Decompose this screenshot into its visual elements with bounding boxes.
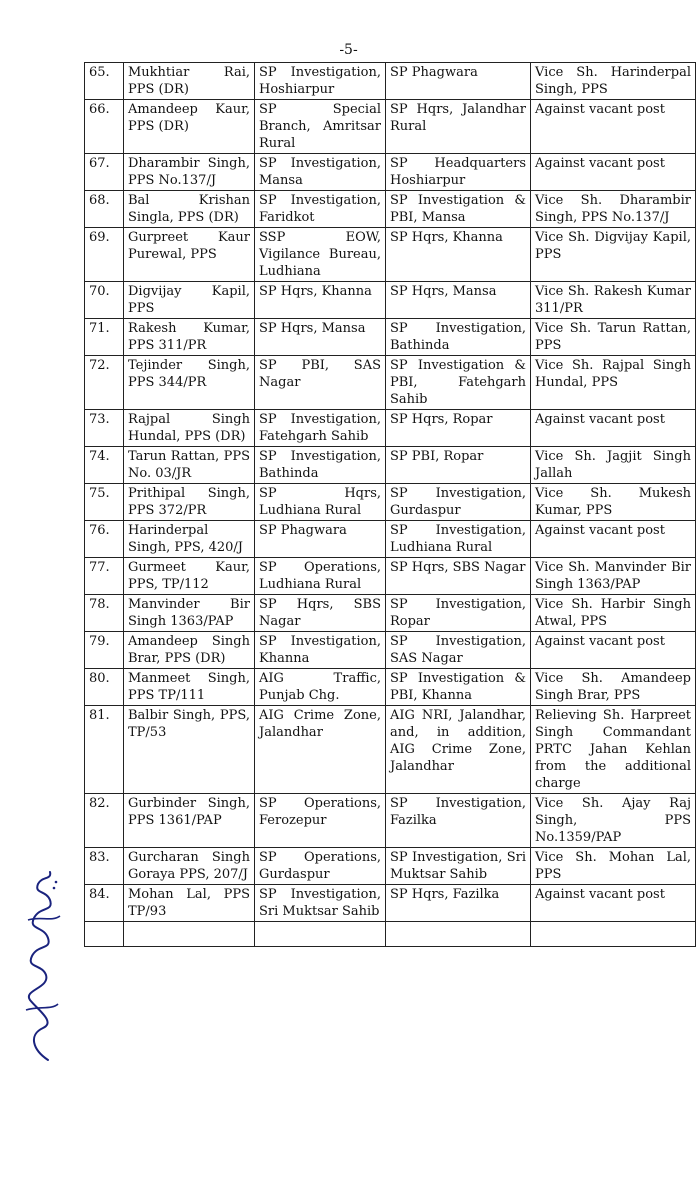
new-posting-cell: SP Headquarters Hoshiarpur [386,154,531,191]
present-posting-cell: SP Investigation, Fatehgarh Sahib [255,410,386,447]
present-posting-cell: SP Investigation, Khanna [255,632,386,669]
present-posting-cell: SP Investigation, Hoshiarpur [255,63,386,100]
officer-name-cell: Digvijay Kapil, PPS [124,282,255,319]
new-posting-cell: SP Investigation, Bathinda [386,319,531,356]
new-posting-cell: SP Investigation, Gurdaspur [386,484,531,521]
serial-number-cell: 78. [85,595,124,632]
officer-name-cell: Manmeet Singh, PPS TP/111 [124,669,255,706]
table-row [85,319,696,356]
remarks-cell: Against vacant post [531,154,696,191]
serial-number-cell: 82. [85,794,124,848]
table-row [85,63,696,100]
present-posting-cell: SP Operations, Ferozepur [255,794,386,848]
serial-number-cell: 65. [85,63,124,100]
present-posting-cell: SP Phagwara [255,521,386,558]
serial-number-cell: 67. [85,154,124,191]
remarks-cell: Vice Sh. Amandeep Singh Brar, PPS [531,669,696,706]
transfer-table-body [85,63,696,947]
table-row [85,669,696,706]
new-posting-cell: SP Investigation, Ropar [386,595,531,632]
table-row [85,521,696,558]
present-posting-cell: SP Operations, Gurdaspur [255,848,386,885]
table-row [85,558,696,595]
remarks-cell: Vice Sh. Digvijay Kapil, PPS [531,228,696,282]
remarks-cell: Against vacant post [531,632,696,669]
serial-number-cell: 71. [85,319,124,356]
page-number: -5- [339,42,358,58]
present-posting-cell: AIG Traffic, Punjab Chg. [255,669,386,706]
officer-name-cell: Amandeep Singh Brar, PPS (DR) [124,632,255,669]
new-posting-cell: SP Hqrs, Mansa [386,282,531,319]
serial-number-cell: 70. [85,282,124,319]
officer-name-cell: Mohan Lal, PPS TP/93 [124,885,255,922]
present-posting-cell: SSP EOW, Vigilance Bureau, Ludhiana [255,228,386,282]
table-row [85,885,696,922]
present-posting-cell: SP Hqrs, Mansa [255,319,386,356]
remarks-cell: Vice Sh. Jagjit Singh Jallah [531,447,696,484]
new-posting-cell: SP Investigation, Ludhiana Rural [386,521,531,558]
table-row [85,632,696,669]
serial-number-cell: 84. [85,885,124,922]
remarks-cell: Vice Sh. Mukesh Kumar, PPS [531,484,696,521]
present-posting-cell: SP Investigation, Bathinda [255,447,386,484]
officer-name-cell: Gurpreet Kaur Purewal, PPS [124,228,255,282]
empty-cell [255,922,386,947]
officer-name-cell: Rajpal Singh Hundal, PPS (DR) [124,410,255,447]
present-posting-cell: SP Special Branch, Amritsar Rural [255,100,386,154]
officer-name-cell: Mukhtiar Rai, PPS (DR) [124,63,255,100]
present-posting-cell: SP Hqrs, SBS Nagar [255,595,386,632]
present-posting-cell: SP Operations, Ludhiana Rural [255,558,386,595]
serial-number-cell: 81. [85,706,124,794]
new-posting-cell: SP Hqrs, SBS Nagar [386,558,531,595]
new-posting-cell: SP Investigation & PBI, Mansa [386,191,531,228]
empty-row [85,922,696,947]
remarks-cell: Vice Sh. Tarun Rattan, PPS [531,319,696,356]
present-posting-cell: SP Hqrs, Khanna [255,282,386,319]
remarks-cell: Against vacant post [531,100,696,154]
remarks-cell: Vice Sh. Manvinder Bir Singh 1363/PAP [531,558,696,595]
serial-number-cell: 68. [85,191,124,228]
new-posting-cell: SP Hqrs, Fazilka [386,885,531,922]
officer-name-cell: Tejinder Singh, PPS 344/PR [124,356,255,410]
remarks-cell: Vice Sh. Rakesh Kumar 311/PR [531,282,696,319]
remarks-cell: Vice Sh. Harinderpal Singh, PPS [531,63,696,100]
officer-name-cell: Harinderpal Singh, PPS, 420/J [124,521,255,558]
serial-number-cell: 74. [85,447,124,484]
present-posting-cell: SP Investigation, Faridkot [255,191,386,228]
serial-number-cell: 76. [85,521,124,558]
remarks-cell: Vice Sh. Rajpal Singh Hundal, PPS [531,356,696,410]
empty-cell [85,922,124,947]
officer-name-cell: Manvinder Bir Singh 1363/PAP [124,595,255,632]
remarks-cell: Against vacant post [531,521,696,558]
table-row [85,356,696,410]
remarks-cell: Against vacant post [531,885,696,922]
new-posting-cell: SP Hqrs, Khanna [386,228,531,282]
officer-name-cell: Prithipal Singh, PPS 372/PR [124,484,255,521]
table-row [85,484,696,521]
new-posting-cell: SP Hqrs, Ropar [386,410,531,447]
empty-cell [124,922,255,947]
table-row [85,154,696,191]
table-row [85,410,696,447]
remarks-cell: Vice Sh. Ajay Raj Singh, PPS No.1359/PAP [531,794,696,848]
handwritten-signature [8,860,68,1070]
remarks-cell: Vice Sh. Harbir Singh Atwal, PPS [531,595,696,632]
serial-number-cell: 72. [85,356,124,410]
officer-name-cell: Balbir Singh, PPS, TP/53 [124,706,255,794]
present-posting-cell: SP Hqrs, Ludhiana Rural [255,484,386,521]
table-row [85,706,696,794]
present-posting-cell: SP Investigation, Sri Muktsar Sahib [255,885,386,922]
table-row [85,595,696,632]
remarks-cell: Vice Sh. Dharambir Singh, PPS No.137/J [531,191,696,228]
present-posting-cell: SP Investigation, Mansa [255,154,386,191]
present-posting-cell: SP PBI, SAS Nagar [255,356,386,410]
serial-number-cell: 80. [85,669,124,706]
serial-number-cell: 75. [85,484,124,521]
officer-name-cell: Gurmeet Kaur, PPS, TP/112 [124,558,255,595]
new-posting-cell: SP Investigation, Sri Muktsar Sahib [386,848,531,885]
serial-number-cell: 79. [85,632,124,669]
officer-name-cell: Bal Krishan Singla, PPS (DR) [124,191,255,228]
empty-cell [531,922,696,947]
remarks-cell: Against vacant post [531,410,696,447]
new-posting-cell: SP Investigation, Fazilka [386,794,531,848]
officer-name-cell: Tarun Rattan, PPS No. 03/JR [124,447,255,484]
empty-cell [386,922,531,947]
transfer-table [84,62,696,947]
new-posting-cell: AIG NRI, Jalandhar, and, in addition, AIG Crime Zone, Jalandhar [386,706,531,794]
serial-number-cell: 77. [85,558,124,595]
new-posting-cell: SP Investigation & PBI, Fatehgarh Sahib [386,356,531,410]
new-posting-cell: SP Phagwara [386,63,531,100]
officer-name-cell: Dharambir Singh, PPS No.137/J [124,154,255,191]
serial-number-cell: 66. [85,100,124,154]
officer-name-cell: Gurbinder Singh, PPS 1361/PAP [124,794,255,848]
table-row [85,100,696,154]
table-row [85,794,696,848]
officer-name-cell: Rakesh Kumar, PPS 311/PR [124,319,255,356]
serial-number-cell: 69. [85,228,124,282]
new-posting-cell: SP Investigation & PBI, Khanna [386,669,531,706]
present-posting-cell: AIG Crime Zone, Jalandhar [255,706,386,794]
new-posting-cell: SP Investigation, SAS Nagar [386,632,531,669]
new-posting-cell: SP PBI, Ropar [386,447,531,484]
new-posting-cell: SP Hqrs, Jalandhar Rural [386,100,531,154]
serial-number-cell: 83. [85,848,124,885]
remarks-cell: Vice Sh. Mohan Lal, PPS [531,848,696,885]
table-row [85,228,696,282]
table-row [85,447,696,484]
remarks-cell: Relieving Sh. Harpreet Singh Commandant PRTC Jahan Kehlan from the additional charge [531,706,696,794]
table-row [85,848,696,885]
table-row [85,191,696,228]
officer-name-cell: Amandeep Kaur, PPS (DR) [124,100,255,154]
officer-name-cell: Gurcharan Singh Goraya PPS, 207/J [124,848,255,885]
table-row [85,282,696,319]
serial-number-cell: 73. [85,410,124,447]
